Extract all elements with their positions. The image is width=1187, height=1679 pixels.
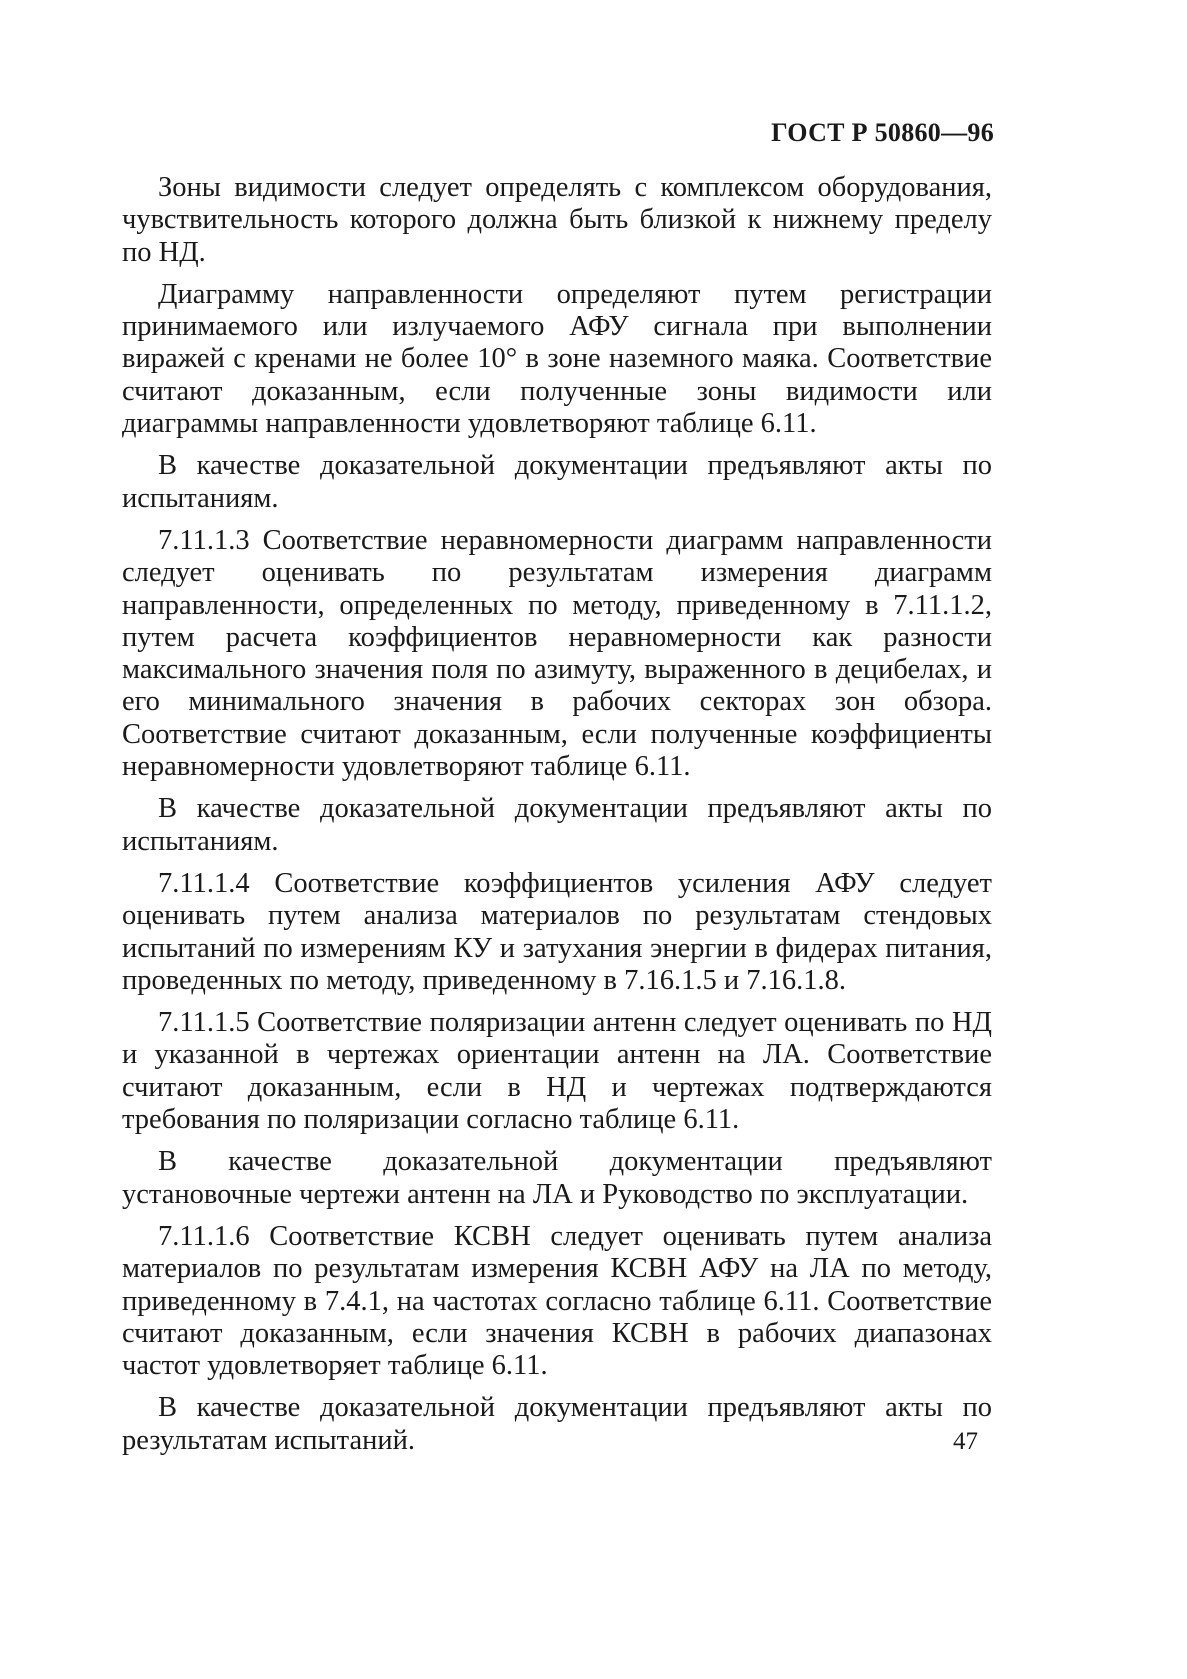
- standard-code-header: ГОСТ Р 50860—96: [771, 118, 994, 147]
- paragraph: Диаграмму направленности определяют путем регистрации принимаемого или излучаемого АФУ сигнала при выполнении виражей с кренами не более 10° в зоне наземного маяка. Соответствие считают доказанным, если полученные зоны видимости или диаграммы направленности удовлетворяют таблице 6.11.: [122, 278, 992, 440]
- paragraph: 7.11.1.3 Соответствие неравномерности диаграмм направленности следует оценивать по результатам измерения диаграмм направленности, определенных по методу, приведенному в 7.11.1.2, путем расчета коэффициентов неравномерности как разности максимального значения поля по азимуту, выраженного в децибелах, и его минимального значения в рабочих секторах зон обзора. Соответствие считают доказанным, если полученные коэффициенты неравномерности удовлетворяют таблице 6.11.: [122, 524, 992, 783]
- document-body: [122, 172, 992, 1467]
- paragraph: Зоны видимости следует определять с комплексом оборудования, чувствительность которого должна быть близкой к нижнему пределу по НД.: [122, 172, 992, 268]
- paragraph: В качестве доказательной документации предъявляют акты по результатам испытаний.: [122, 1392, 992, 1456]
- paragraph: В качестве доказательной документации предъявляют акты по испытаниям.: [122, 793, 992, 857]
- paragraph: 7.11.1.4 Соответствие коэффициентов усиления АФУ следует оценивать путем анализа материалов по результатам стендовых испытаний по измерениям КУ и затухания энергии в фидерах питания, проведенных по методу, приведенному в 7.16.1.5 и 7.16.1.8.: [122, 867, 992, 996]
- page-number: 47: [953, 1428, 978, 1455]
- paragraph: В качестве доказательной документации предъявляют акты по испытаниям.: [122, 450, 992, 514]
- paragraph: 7.11.1.5 Соответствие поляризации антенн следует оценивать по НД и указанной в чертежах ориентации антенн на ЛА. Соответствие считают доказанным, если в НД и чертежах подтверждаются требования по поляризации согласно таблице 6.11.: [122, 1007, 992, 1136]
- paragraph: В качестве доказательной документации предъявляют установочные чертежи антенн на ЛА и Руководство по эксплуатации.: [122, 1146, 992, 1210]
- paragraph: 7.11.1.6 Соответствие КСВН следует оценивать путем анализа материалов по результатам измерения КСВН АФУ на ЛА по методу, приведенному в 7.4.1, на частотах согласно таблице 6.11. Соответствие считают доказанным, если значения КСВН в рабочих диапазонах частот удовлетворяет таблице 6.11.: [122, 1220, 992, 1382]
